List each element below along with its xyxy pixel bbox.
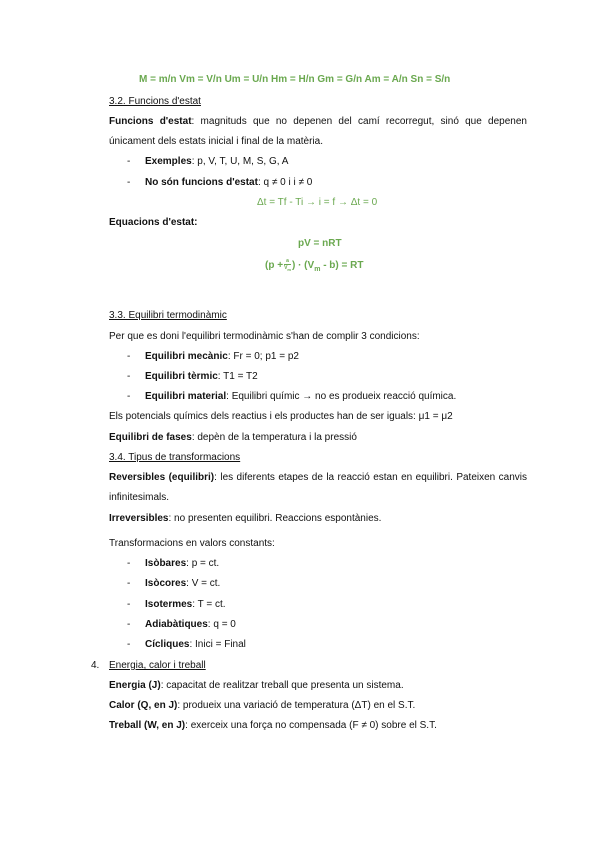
bullet-text: : Equilibri químic → no es produeix reacció química.	[226, 391, 457, 402]
constant-transformations-intro: Transformacions en valors constants:	[109, 538, 275, 549]
bullet-label: No són funcions d'estat	[145, 177, 258, 188]
delta-formula: Δt = Tf - Ti → i = f → Δt = 0	[257, 197, 378, 208]
bullet-marker: -	[127, 177, 131, 188]
bullet-isocores	[145, 577, 220, 590]
section-3-2-heading: 3.2. Funcions d'estat	[109, 96, 201, 107]
bullet-label: Exemples	[145, 156, 192, 167]
bullet-marker: -	[127, 619, 131, 630]
treball-text: : exerceix una força no compensada (F ≠ 0) sobre el S.T.	[185, 720, 437, 731]
bullet-text: : T1 = T2	[217, 371, 258, 382]
energia-definition	[109, 679, 404, 692]
calor-definition	[109, 699, 415, 712]
bullet-marker: -	[127, 371, 131, 382]
bullet-marker: -	[127, 156, 131, 167]
molar-formulas: M = m/n Vm = V/n Um = U/n Hm = H/n Gm = G/n Am = A/n Sn = S/n	[139, 74, 451, 85]
bullet-label: Equilibri tèrmic	[145, 371, 218, 382]
reversibles-label: Reversibles (equilibri)	[109, 472, 215, 483]
bullet-text: : Inici = Final	[189, 639, 246, 650]
bullet-marker: -	[127, 639, 131, 650]
reversibles-line1	[109, 471, 527, 484]
vdw-post: ) · (V	[291, 260, 315, 272]
vdw-subscript: m	[314, 266, 321, 274]
bullet-label: Adiabàtiques	[145, 619, 208, 630]
energia-text: : capacitat de realitzar treball que presenta un sistema.	[160, 680, 404, 691]
calor-label: Calor (Q, en J)	[109, 700, 178, 711]
irreversibles	[109, 512, 381, 525]
section-4-number: 4.	[91, 660, 100, 671]
treball-label: Treball (W, en J)	[109, 720, 186, 731]
bullet-text: : q = 0	[207, 619, 236, 630]
bullet-text: : T = ct.	[192, 599, 226, 610]
funcions-estat-text1: : magnituds que no depenen del camí recorregut, sinó que depenen	[191, 116, 527, 127]
bullet-equilibri-termic	[145, 370, 258, 383]
treball-definition	[109, 719, 437, 732]
bullet-text: : Fr = 0; p1 = p2	[227, 351, 299, 362]
van-der-waals-equation	[265, 258, 363, 278]
energia-label: Energia (J)	[109, 680, 161, 691]
funcions-estat-label: Funcions d'estat	[109, 116, 192, 127]
vdw-end: - b) = RT	[320, 260, 364, 272]
irreversibles-text: : no presenten equilibri. Reaccions espontànies.	[168, 513, 382, 524]
bullet-label: Equilibri material	[145, 391, 227, 402]
potencials-quimics: Els potencials químics dels reactius i els productes han de ser iguals: μ1 = μ2	[109, 411, 453, 422]
bullet-label: Cícliques	[145, 639, 190, 650]
bullet-label: Isotermes	[145, 599, 193, 610]
ideal-gas-equation: pV = nRT	[298, 238, 342, 249]
funcions-estat-line1	[109, 115, 527, 128]
calor-text: : produeix una variació de temperatura (ΔT) en el S.T.	[177, 700, 416, 711]
bullet-label: Isòbares	[145, 558, 187, 569]
bullet-marker: -	[127, 599, 131, 610]
bullet-marker: -	[127, 351, 131, 362]
bullet-equilibri-mecanic	[145, 350, 299, 363]
funcions-estat-line2: únicament dels estats inicial i final de la matèria.	[109, 136, 323, 147]
bullet-isotermes	[145, 598, 226, 611]
irreversibles-label: Irreversibles	[109, 513, 169, 524]
bullet-exemples	[145, 155, 288, 168]
bullet-text: : p = ct.	[186, 558, 220, 569]
section-4-heading: Energia, calor i treball	[109, 660, 206, 671]
vdw-denominator: $V_m$	[284, 265, 291, 272]
bullet-text: : p, V, T, U, M, S, G, A	[191, 156, 289, 167]
equacions-estat-label	[109, 216, 198, 229]
bullet-text: : q ≠ 0 i i ≠ 0	[257, 177, 313, 188]
bullet-marker: -	[127, 558, 131, 569]
fases-label: Equilibri de fases	[109, 432, 192, 443]
bullet-equilibri-material	[145, 390, 456, 403]
section-3-3-heading: 3.3. Equilibri termodinàmic	[109, 310, 227, 321]
bullet-label: Equilibri mecànic	[145, 351, 228, 362]
fases-text: : depèn de la temperatura i la pressió	[191, 432, 357, 443]
reversibles-text1: : les diferents etapes de la reacció estan en equilibri. Pateixen canvis	[214, 472, 528, 483]
bullet-marker: -	[127, 578, 131, 589]
vdw-pre: (p +	[265, 260, 284, 272]
bullet-no-funcions	[145, 176, 312, 189]
bullet-marker: -	[127, 391, 131, 402]
bullet-text: : V = ct.	[186, 578, 221, 589]
section-3-4-heading: 3.4. Tipus de transformacions	[109, 452, 241, 463]
bullet-cicliques	[145, 638, 246, 651]
equilibri-intro: Per que es doni l'equilibri termodinàmic s'han de complir 3 condicions:	[109, 331, 420, 342]
vdw-fraction	[284, 258, 291, 273]
equilibri-fases	[109, 431, 357, 444]
bullet-label: Isòcores	[145, 578, 187, 589]
bullet-isobares	[145, 557, 219, 570]
vdw-numerator: a	[286, 258, 289, 264]
bullet-adiabatiques	[145, 618, 236, 631]
equacions-label-text: Equacions d'estat:	[109, 217, 198, 228]
reversibles-line2: infinitesimals.	[109, 492, 170, 503]
